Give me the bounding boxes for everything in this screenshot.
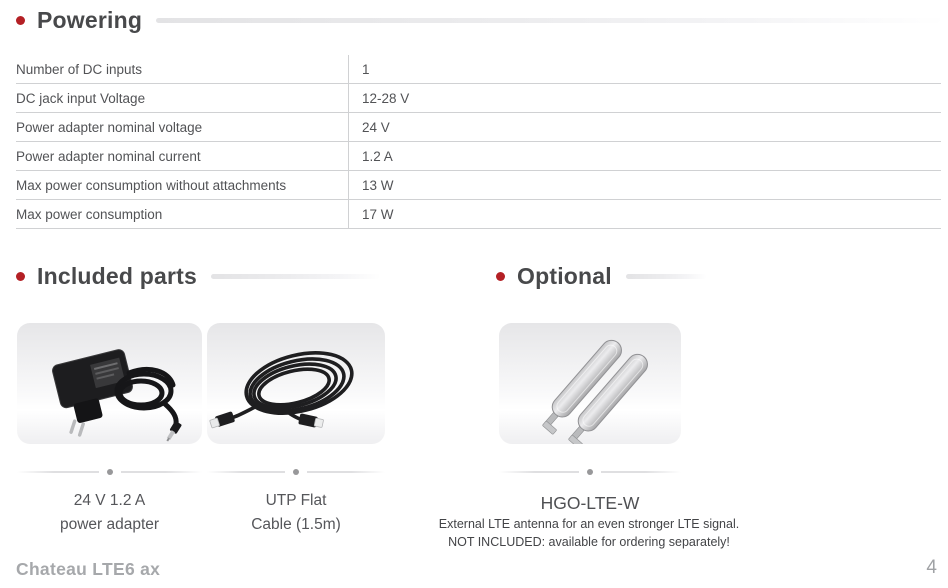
- spec-label: Power adapter nominal voltage: [16, 119, 203, 135]
- utp-flat-cable-photo: [207, 323, 385, 444]
- header-divider-line: [156, 18, 941, 23]
- divider-line: [307, 471, 385, 473]
- hgo-lte-w-antenna-photo: [499, 323, 681, 444]
- spec-label: Max power consumption: [16, 206, 163, 222]
- antenna-card: [499, 323, 681, 444]
- table-row: [16, 142, 941, 171]
- power-adapter-caption: [17, 489, 202, 537]
- spec-value: 12-28 V: [362, 90, 410, 106]
- included-parts-section-header: [16, 263, 380, 290]
- divider-line: [17, 471, 99, 473]
- table-vertical-divider: [348, 55, 349, 229]
- divider-dot-icon: [587, 469, 593, 475]
- power-adapter-card: [17, 323, 202, 444]
- spec-label: Max power consumption without attachments: [16, 177, 287, 193]
- table-row: [16, 200, 941, 229]
- table-row: [16, 171, 941, 200]
- photo-divider: [17, 469, 202, 475]
- caption-line: Cable (1.5m): [251, 516, 341, 533]
- powering-title: Powering: [37, 7, 143, 33]
- divider-line: [121, 471, 203, 473]
- photo-divider: [499, 469, 681, 475]
- caption-line: power adapter: [59, 516, 160, 533]
- spec-label: Power adapter nominal current: [16, 148, 201, 164]
- utp-cable-card: [207, 323, 385, 444]
- header-divider-line: [211, 274, 380, 279]
- optional-title: Optional: [517, 263, 612, 289]
- page-number: 4: [926, 557, 937, 578]
- red-bullet-icon: [16, 272, 25, 281]
- description-line: External LTE antenna for an even stronger LTE signal.: [438, 517, 740, 531]
- utp-cable-caption: [207, 489, 385, 537]
- antenna-description: [414, 516, 764, 551]
- powering-section-header: [16, 7, 941, 34]
- photo-divider: [207, 469, 385, 475]
- table-row: [16, 55, 941, 84]
- spec-value: 17 W: [362, 206, 394, 222]
- spec-value: 1: [362, 61, 370, 77]
- table-row: [16, 113, 941, 142]
- spec-label: Number of DC inputs: [16, 61, 143, 77]
- power-adapter-photo: [17, 323, 202, 444]
- spec-value: 13 W: [362, 177, 394, 193]
- spec-value: 24 V: [362, 119, 390, 135]
- red-bullet-icon: [496, 272, 505, 281]
- antenna-product-name: HGO-LTE-W: [540, 493, 640, 513]
- divider-dot-icon: [107, 469, 113, 475]
- divider-line: [601, 471, 681, 473]
- spec-label: DC jack input Voltage: [16, 90, 146, 106]
- powering-spec-table: [16, 55, 941, 229]
- divider-line: [499, 471, 579, 473]
- spec-value: 1.2 A: [362, 148, 393, 164]
- description-line: NOT INCLUDED: available for ordering separately!: [448, 534, 730, 549]
- red-bullet-icon: [16, 16, 25, 25]
- optional-section-header: [496, 263, 706, 290]
- divider-line: [207, 471, 285, 473]
- header-divider-line: [626, 274, 706, 279]
- caption-line: 24 V 1.2 A: [73, 492, 146, 509]
- divider-dot-icon: [293, 469, 299, 475]
- footer-product-name: Chateau LTE6 ax: [16, 559, 161, 579]
- caption-line: UTP Flat: [265, 492, 327, 509]
- included-parts-title: Included parts: [37, 263, 197, 289]
- table-row: [16, 84, 941, 113]
